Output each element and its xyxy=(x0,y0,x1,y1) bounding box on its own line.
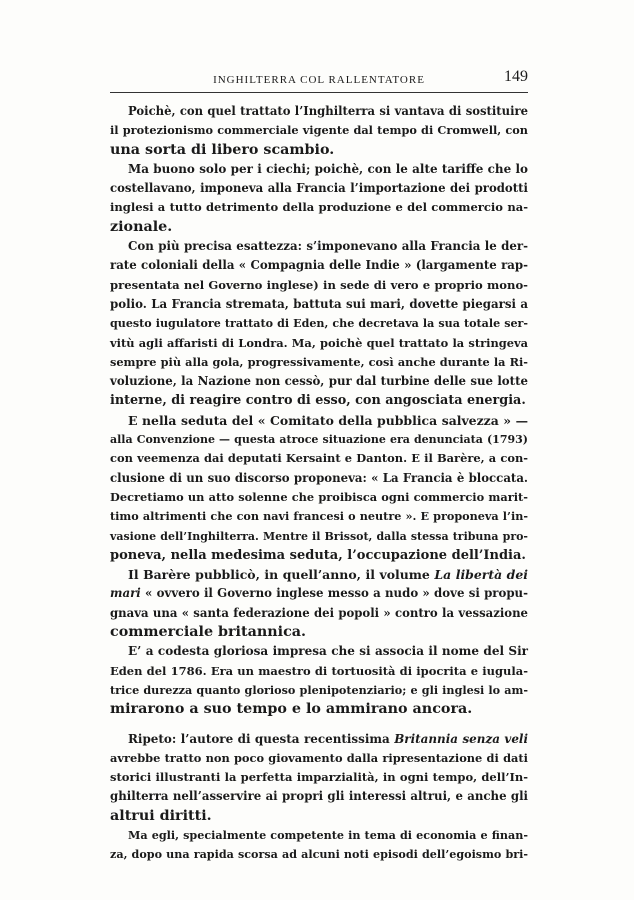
text-line: Poichè, con quel trattato l’Inghilterra si vantava di sostituire xyxy=(128,104,528,118)
text-line: gnava una « santa federazione dei popoli » contro la vessazione xyxy=(110,605,528,620)
text-line: timo altrimenti che con navi francesi o neutre ». E proponeva l’in- xyxy=(110,509,528,524)
text-line: vasione dell’Inghilterra. Mentre il Brissot, dalla stessa tribuna pro- xyxy=(110,529,528,543)
text-line: E’ a codesta gloriosa impresa che si associa il nome del Sir xyxy=(128,644,528,659)
text-line: avrebbe tratto non poco giovamento dalla ripresentazione di dati xyxy=(110,750,528,765)
text-run: Il Barère pubblicò, in quell’anno, il volume xyxy=(128,567,435,583)
text-line xyxy=(110,730,528,749)
text-line: polio. La Francia stremata, battuta sui mari, dovette piegarsi a xyxy=(110,296,528,311)
text-line: altrui diritti. xyxy=(110,807,212,824)
text-line: con veemenza dai deputati Kersaint e Danton. E il Barère, a con- xyxy=(110,451,528,466)
text-line: rate coloniali della « Compagnia delle Indie » (largamente rap- xyxy=(110,258,528,273)
text-line: poneva, nella medesima seduta, l’occupazione dell’India. xyxy=(110,547,526,563)
text-line: commerciale britannica. xyxy=(110,624,307,641)
text-line: mirarono a suo tempo e lo ammirano ancora. xyxy=(110,701,473,718)
text-line: voluzione, la Nazione non cessò, pur dal turbine delle sue lotte xyxy=(110,374,528,389)
text-line: za, dopo una rapida scorsa ad alcuni noti episodi dell’egoismo bri- xyxy=(110,848,528,862)
section-gap xyxy=(110,720,528,730)
text-line: zionale. xyxy=(110,218,173,235)
text-line: trice durezza quanto glorioso plenipotenziario; e gli inglesi lo am- xyxy=(110,682,528,697)
book-title-italic: mari xyxy=(110,586,141,601)
text-line: Ma buono solo per i ciechi; poichè, con le alte tariffe che lo xyxy=(128,161,528,176)
text-line: sempre più alla gola, progressivamente, così anche durante la Ri- xyxy=(110,354,528,369)
text-run: « ovvero il Governo inglese messo a nudo » dove si propu- xyxy=(140,586,528,601)
body-text xyxy=(110,102,528,865)
running-title: INGHILTERRA COL RALLENTATORE xyxy=(213,74,425,86)
text-line: interne, di reagire contro di esso, con angosciata energia. xyxy=(110,393,526,409)
text-line: il protezionismo commerciale vigente dal tempo di Cromwell, con xyxy=(110,123,528,138)
text-line xyxy=(110,565,528,584)
text-line: alla Convenzione — questa atroce situazione era denunciata (1793) xyxy=(110,433,528,447)
running-head xyxy=(110,64,528,88)
text-run: Ripeto: l’autore di questa recentissima xyxy=(128,731,395,746)
text-line: Ma egli, specialmente competente in tema di economia e finan- xyxy=(128,828,528,842)
text-line: Decretiamo un atto solenne che proibisca ogni commercio marit- xyxy=(110,489,528,504)
text-line: E nella seduta del « Comitato della pubblica salvezza » — xyxy=(128,412,528,428)
book-title-italic: Britannia senza veli xyxy=(394,731,528,746)
text-line xyxy=(110,584,528,603)
text-line: clusione di un suo discorso proponeva: « La Francia è bloccata. xyxy=(110,470,528,485)
text-line: una sorta di libero scambio. xyxy=(110,141,335,158)
text-line: questo iugulatore trattato di Eden, che decretava la sua totale ser- xyxy=(110,317,528,331)
text-line: costellavano, imponeva alla Francia l’importazione dei prodotti xyxy=(110,181,528,196)
text-line: inglesi a tutto detrimento della produzione e del commercio na- xyxy=(110,200,528,215)
text-line: storici illustranti la perfetta imparzialità, in ogni tempo, dell’In- xyxy=(110,770,528,785)
text-line: presentata nel Governo inglese) in sede di vero e proprio mono- xyxy=(110,277,528,292)
text-line: vitù agli affaristi di Londra. Ma, poichè quel trattato la stringeva xyxy=(110,335,528,350)
text-line: Eden del 1786. Era un maestro di tortuosità di ipocrita e iugula- xyxy=(110,663,528,678)
text-line: Con più precisa esattezza: s’imponevano alla Francia le der- xyxy=(128,239,528,254)
book-title-italic: La libertà dei xyxy=(434,567,529,583)
page-number: 149 xyxy=(504,68,528,85)
header-rule xyxy=(110,92,528,93)
text-line: ghilterra nell’asservire ai propri gli interessi altrui, e anche gli xyxy=(110,789,528,804)
